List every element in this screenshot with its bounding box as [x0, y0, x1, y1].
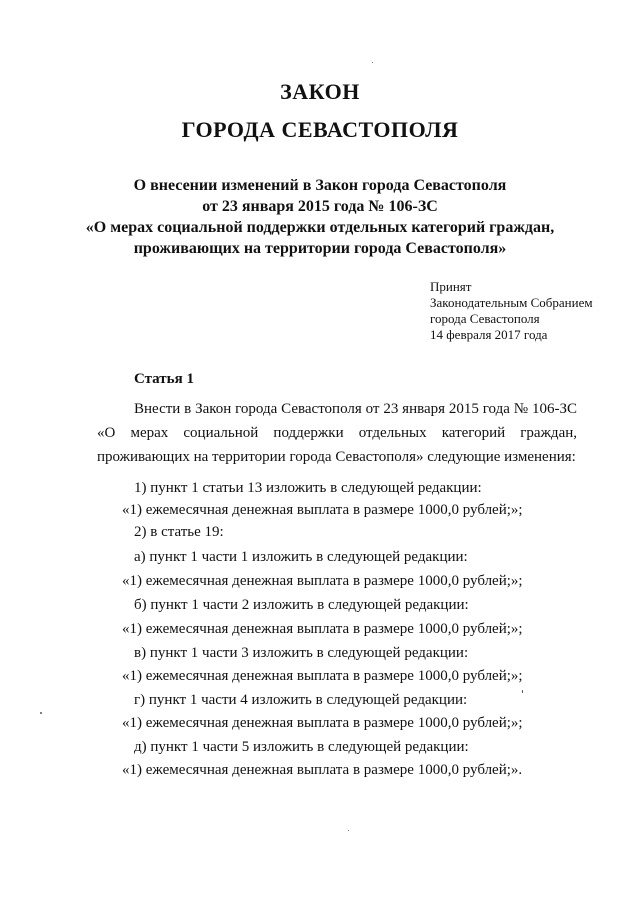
- document-title: ЗАКОН: [280, 79, 360, 104]
- list-item: «1) ежемесячная денежная выплата в размере 1000,0 рублей;»;: [122, 668, 523, 684]
- scan-speck: [522, 690, 523, 693]
- list-item: в) пункт 1 части 3 изложить в следующей редакции:: [134, 645, 469, 661]
- list-item: «1) ежемесячная денежная выплата в размере 1000,0 рублей;»;: [122, 573, 523, 589]
- adoption-line: Принят: [430, 279, 472, 294]
- adoption-note: [430, 279, 593, 343]
- adoption-date: 14 февраля 2017 года: [430, 327, 548, 342]
- list-item: «1) ежемесячная денежная выплата в размере 1000,0 рублей;»;: [122, 502, 523, 518]
- article-intro: [97, 397, 577, 469]
- adoption-line: Законодательным Собранием: [430, 295, 593, 310]
- list-item: д) пункт 1 части 5 изложить в следующей редакции:: [134, 739, 469, 755]
- subtitle-line: О внесении изменений в Закон города Севастополя: [133, 177, 507, 194]
- intro-line: Внести в Закон города Севастополя от 23 января 2015 года № 106-ЗС: [134, 401, 577, 417]
- list-item: «1) ежемесячная денежная выплата в размере 1000,0 рублей;».: [122, 762, 523, 778]
- list-item: «1) ежемесячная денежная выплата в размере 1000,0 рублей;»;: [122, 715, 523, 731]
- article-heading: Статья 1: [134, 371, 194, 387]
- intro-line: проживающих на территории города Севастополя» следующие изменения:: [97, 449, 576, 465]
- adoption-line: города Севастополя: [430, 311, 540, 326]
- scan-speck: [372, 62, 373, 63]
- subtitle-line: проживающих на территории города Севастополя»: [133, 240, 507, 257]
- law-subtitle: [70, 175, 570, 259]
- document-title-city: ГОРОДА СЕВАСТОПОЛЯ: [181, 117, 459, 142]
- intro-line: «О мерах социальной поддержки отдельных категорий граждан,: [97, 425, 577, 441]
- list-item: а) пункт 1 части 1 изложить в следующей редакции:: [134, 549, 468, 565]
- scan-speck: [40, 712, 42, 714]
- list-item: 1) пункт 1 статьи 13 изложить в следующей редакции:: [134, 480, 482, 496]
- subtitle-line: «О мерах социальной поддержки отдельных категорий граждан,: [85, 219, 555, 236]
- list-item: «1) ежемесячная денежная выплата в размере 1000,0 рублей;»;: [122, 621, 523, 637]
- subtitle-line: от 23 января 2015 года № 106-ЗС: [202, 198, 438, 215]
- scan-speck: [348, 830, 349, 831]
- list-item: г) пункт 1 части 4 изложить в следующей редакции:: [134, 692, 468, 708]
- list-item: 2) в статье 19:: [134, 524, 224, 540]
- list-item: б) пункт 1 части 2 изложить в следующей редакции:: [134, 597, 469, 613]
